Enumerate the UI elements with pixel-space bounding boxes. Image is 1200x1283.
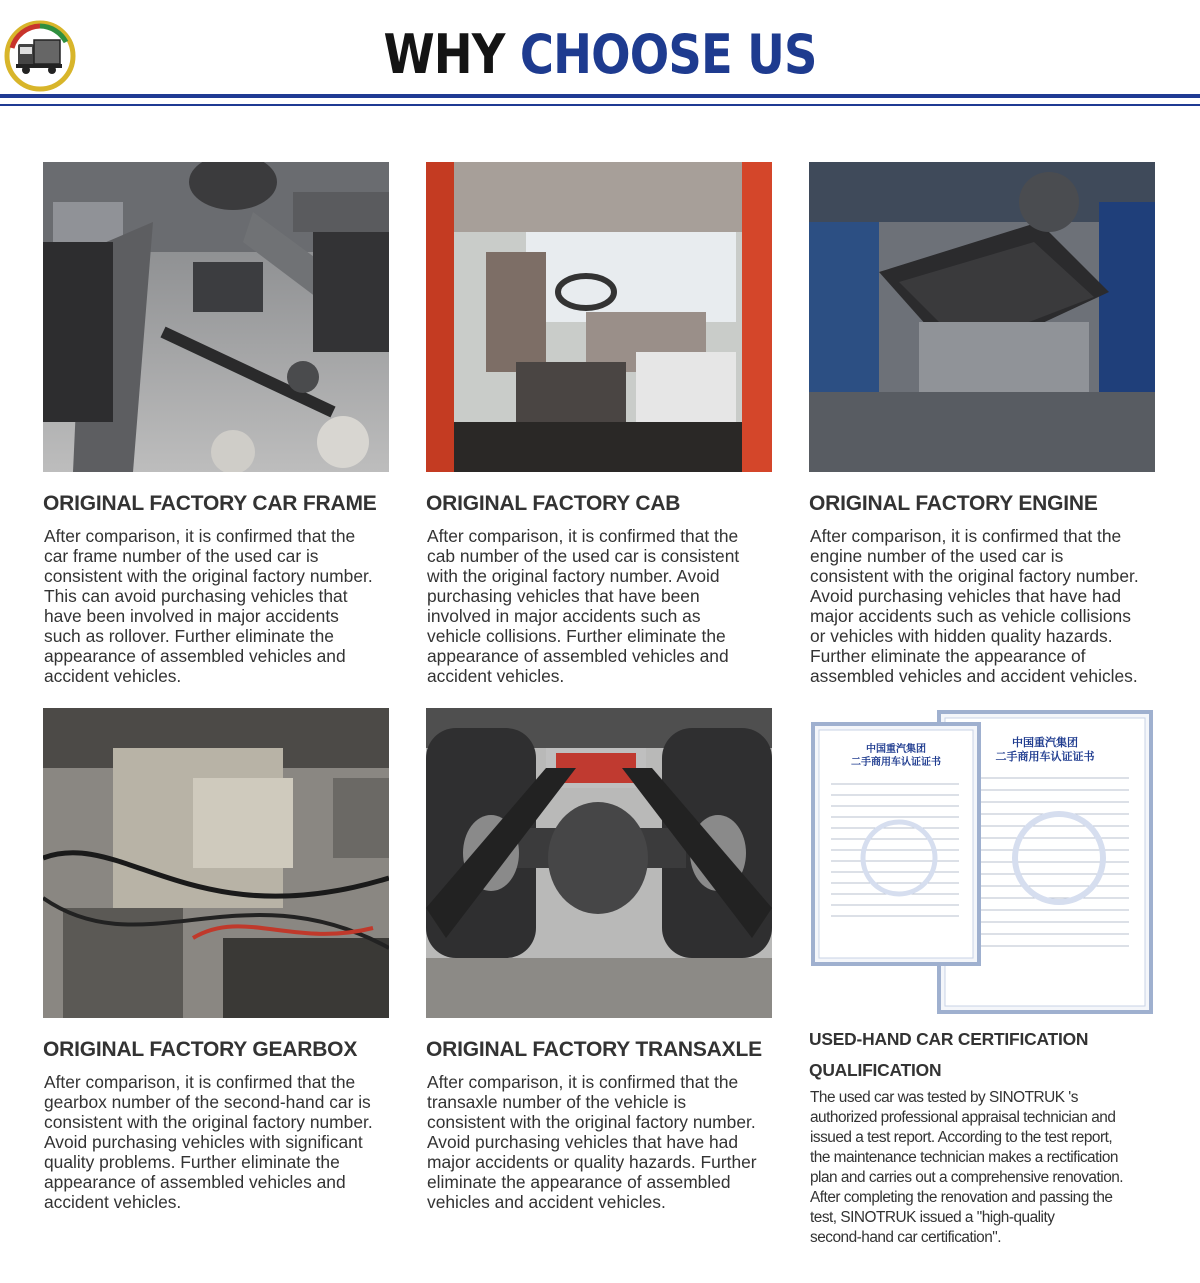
page-header [0, 0, 1200, 112]
cert-front-heading-1: 中国重汽集团 [866, 744, 926, 755]
card-description: The used car was tested by SINOTRUK 's authorized professional appraisal technician and issued a test report. According to the test report, the maintenance technician makes a rectification plan and carries out a comprehensive renovation. After completing the renovation and passing the test, SINOTRUK issued a "high-quality second-hand car certification". [810, 1089, 1124, 1246]
feature-card-cab [426, 162, 774, 686]
cert-front-heading-2: 二手商用车认证证书 [851, 757, 941, 768]
card-title: ORIGINAL FACTORY CAB [426, 492, 681, 515]
feature-card-engine [809, 162, 1157, 686]
certificate-illustration [809, 708, 1155, 1018]
card-description: After comparison, it is confirmed that the transaxle number of the vehicle is consistent with the original factory number. Avoid purchasing vehicles that have had major accidents or quality hazards. Further eliminate the appearance of assembled vehicles and accident vehicles. [427, 1072, 757, 1212]
header-divider-thin [0, 104, 1200, 106]
truck-logo-icon [4, 20, 76, 92]
feature-card-certification [809, 708, 1157, 1246]
page-title [84, 22, 1116, 88]
header-divider-thick [0, 94, 1200, 98]
card-title: ORIGINAL FACTORY TRANSAXLE [426, 1038, 762, 1061]
card-title: ORIGINAL FACTORY CAR FRAME [43, 492, 377, 515]
card-description: After comparison, it is confirmed that the cab number of the used car is consistent with the original factory number. Avoid purchasing vehicles that have been involved in major accidents such as vehicle collisions. Further eliminate the appearance of assembled vehicles and accident vehicles. [427, 526, 740, 686]
engine-photo [809, 162, 1155, 472]
feature-card-frame [43, 162, 391, 686]
card-description: After comparison, it is confirmed that the engine number of the used car is consistent with the original factory number. Avoid purchasing vehicles that have had major accidents such as vehicle collisions or vehicles with hidden quality hazards. Further eliminate the appearance of assembled vehicles and accident vehicles. [810, 526, 1139, 686]
cert-heading-1: 中国重汽集团 [1012, 736, 1078, 749]
chassis-frame-photo [43, 162, 389, 472]
card-title: ORIGINAL FACTORY ENGINE [809, 492, 1098, 515]
cab-interior-photo [426, 162, 772, 472]
feature-card-transaxle [426, 708, 774, 1212]
cert-heading-2: 二手商用车认证证书 [995, 750, 1095, 763]
card-title: USED-HAND CAR CERTIFICATION QUALIFICATION [809, 1029, 1089, 1080]
transaxle-photo [426, 708, 772, 1018]
certificate-photo [809, 708, 1155, 1018]
page-title-part2: CHOOSE US [519, 23, 817, 86]
card-title: ORIGINAL FACTORY GEARBOX [43, 1038, 358, 1061]
card-description: After comparison, it is confirmed that the gearbox number of the second-hand car is consistent with the original factory number. Avoid purchasing vehicles with significant quality problems. Further eliminate the appearance of assembled vehicles and accident vehicles. [44, 1072, 373, 1212]
gearbox-photo [43, 708, 389, 1018]
page-title-part1: WHY [383, 23, 505, 86]
feature-card-gearbox [43, 708, 391, 1212]
card-description: After comparison, it is confirmed that the car frame number of the used car is consistent with the original factory number. This can avoid purchasing vehicles that have been involved in major accidents such as rollover. Further eliminate the appearance of assembled vehicles and accident vehicles. [44, 526, 373, 686]
